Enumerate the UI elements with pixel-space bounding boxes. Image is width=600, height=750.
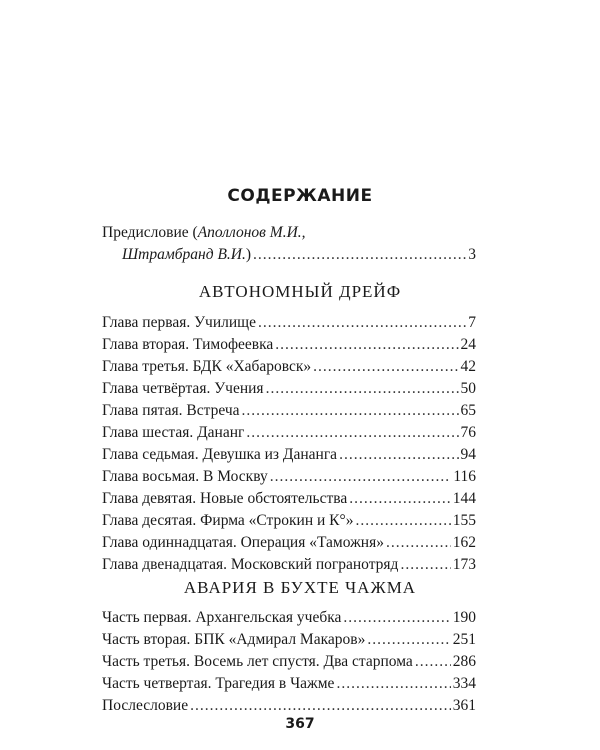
preface-line-1 <box>102 222 476 244</box>
entry-page: 361 <box>452 697 476 714</box>
preface-page: 3 <box>468 246 476 263</box>
leader-dots <box>415 651 451 673</box>
toc-entry[interactable] <box>102 488 476 510</box>
leader-dots <box>190 695 451 717</box>
entry-title: Глава вторая. Тимофеевка <box>102 336 274 353</box>
entry-page: 24 <box>460 336 476 353</box>
toc-entry[interactable] <box>102 312 476 334</box>
toc-entry[interactable] <box>102 444 476 466</box>
entry-title: Глава одиннадцатая. Операция «Таможня» <box>102 534 384 551</box>
leader-dots <box>258 312 466 334</box>
toc-entry[interactable] <box>102 651 476 673</box>
entry-title: Глава пятая. Встреча <box>102 402 240 419</box>
entry-title: Глава седьмая. Девушка из Дананга <box>102 446 338 463</box>
preface-line-2 <box>102 244 476 266</box>
toc-entry[interactable] <box>102 510 476 532</box>
leader-dots <box>339 444 458 466</box>
entry-title: Глава двенадцатая. Московский погранотряд <box>102 556 399 573</box>
leader-dots <box>349 488 451 510</box>
leader-dots <box>270 466 452 488</box>
entry-title: Глава четвёртая. Учения <box>102 380 264 397</box>
preface-entry <box>102 222 476 266</box>
entry-title: Часть первая. Архангельская учебка <box>102 609 342 626</box>
entry-title: Глава шестая. Дананг <box>102 424 245 441</box>
section-2-entries <box>102 607 476 717</box>
leader-dots <box>266 378 459 400</box>
toc-entry[interactable] <box>102 607 476 629</box>
entry-title: Часть третья. Восемь лет спустя. Два старпома <box>102 653 413 670</box>
entry-page: 65 <box>460 402 476 419</box>
toc-entry[interactable] <box>102 466 476 488</box>
entry-title: Глава третья. БДК «Хабаровск» <box>102 358 312 375</box>
toc-entry[interactable] <box>102 629 476 651</box>
contents-heading: СОДЕРЖАНИЕ <box>227 186 373 206</box>
section-title-chazhma-accident: АВАРИЯ В БУХТЕ ЧАЖМА <box>183 578 417 597</box>
leader-dots <box>400 554 450 576</box>
entry-title: Глава девятая. Новые обстоятельства <box>102 490 348 507</box>
leader-dots <box>367 629 450 651</box>
toc-entry[interactable] <box>102 334 476 356</box>
leader-dots <box>253 244 466 266</box>
entry-page: 286 <box>452 653 476 670</box>
leader-dots <box>386 532 451 554</box>
entry-page: 7 <box>468 314 476 331</box>
entry-page: 155 <box>452 512 476 529</box>
preface-close: ) <box>245 246 252 263</box>
toc-entry[interactable] <box>102 673 476 695</box>
leader-dots <box>242 400 459 422</box>
leader-dots <box>343 607 450 629</box>
entry-title: Послесловие <box>102 697 189 714</box>
page-number-footer: 367 <box>285 716 315 732</box>
entry-page: 190 <box>452 609 476 626</box>
toc-entry[interactable] <box>102 378 476 400</box>
entry-page: 50 <box>460 380 476 397</box>
toc-entry[interactable] <box>102 400 476 422</box>
preface-authors-line1: Аполлонов М.И., <box>197 224 306 241</box>
toc-entry[interactable] <box>102 532 476 554</box>
entry-title: Глава десятая. Фирма «Строкин и К°» <box>102 512 354 529</box>
entry-page: 162 <box>452 534 476 551</box>
section-1-entries <box>102 312 476 576</box>
entry-title: Глава восьмая. В Москву <box>102 468 268 485</box>
entry-page: 42 <box>460 358 476 375</box>
entry-page: 173 <box>452 556 476 573</box>
section-title-autonomous-drift: АВТОНОМНЫЙ ДРЕЙФ <box>198 282 402 301</box>
leader-dots <box>355 510 450 532</box>
entry-title: Часть четвертая. Трагедия в Чажме <box>102 675 335 692</box>
leader-dots <box>246 422 458 444</box>
entry-page: 76 <box>460 424 476 441</box>
preface-authors-line2: Штрамбранд В.И. <box>122 246 246 263</box>
leader-dots <box>336 673 450 695</box>
entry-page: 144 <box>452 490 476 507</box>
toc-entry[interactable] <box>102 356 476 378</box>
toc-entry[interactable] <box>102 695 476 717</box>
toc-entry[interactable] <box>102 554 476 576</box>
entry-title: Часть вторая. БПК «Адмирал Макаров» <box>102 631 366 648</box>
leader-dots <box>313 356 458 378</box>
entry-page: 334 <box>452 675 476 692</box>
entry-page: 251 <box>452 631 476 648</box>
entry-page: 94 <box>460 446 476 463</box>
toc-entry[interactable] <box>102 422 476 444</box>
leader-dots <box>275 334 458 356</box>
entry-title: Глава первая. Училище <box>102 314 256 331</box>
preface-label: Предисловие ( <box>102 224 198 241</box>
entry-page: 116 <box>453 468 476 485</box>
